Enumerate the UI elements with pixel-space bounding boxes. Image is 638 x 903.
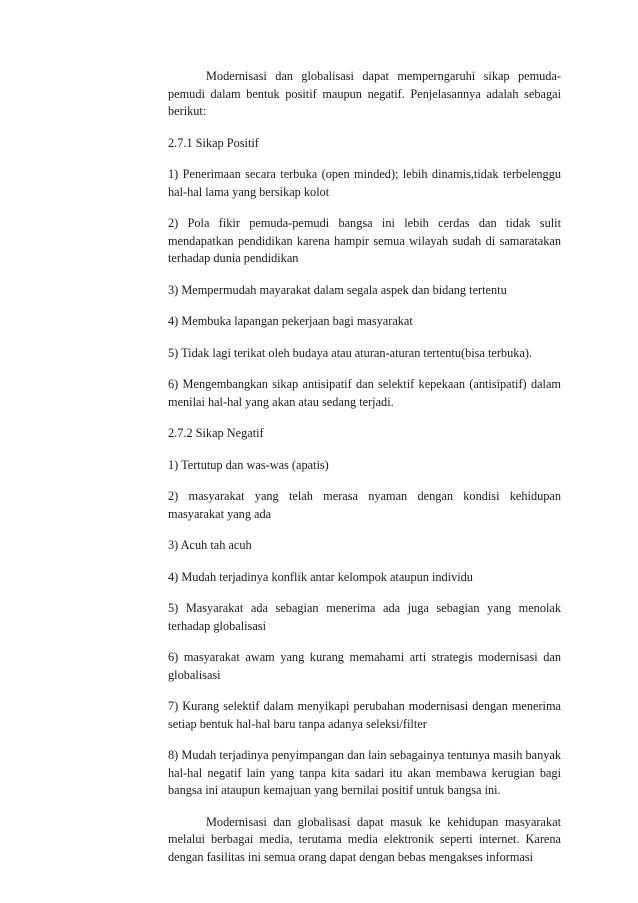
negative-item-7: 7) Kurang selektif dalam menyikapi perubahan modernisasi dengan menerima setiap bentuk hal-hal baru tanpa adanya seleksi/filter — [168, 699, 561, 731]
closing-paragraph: Modernisasi dan globalisasi dapat masuk ke kehidupan masyarakat melalui berbagai media, terutama media elektronik seperti internet. Karena dengan fasilitas ini semua orang dapat dengan bebas mengakses informasi — [168, 814, 561, 864]
negative-item-8: 8) Mudah terjadinya penyimpangan dan lain sebagainya tentunya masih banyak hal-hal negatif lain yang tanpa kita sadari itu akan membawa kerugian bagi bangsa ini ataupun kemajuan yang bernilai positif untuk bangsa ini. — [168, 748, 561, 797]
intro-paragraph: Modernisasi dan globalisasi dapat memperngaruhi sikap pemuda-pemudi dalam bentuk positif maupun negatif. Penjelasannya adalah sebagai berikut: — [168, 69, 561, 118]
positive-item-1: 1) Penerimaan secara terbuka (open minded); lebih dinamis,tidak terbelenggu hal-hal lama yang bersikap kolot — [168, 167, 561, 199]
negative-item-6: 6) masyarakat awam yang kurang memahami arti strategis modernisasi dan globalisasi — [168, 650, 561, 682]
positive-item-3: 3) Mempermudah mayarakat dalam segala aspek dan bidang tertentu — [168, 282, 507, 297]
positive-item-6: 6) Mengembangkan sikap antisipatif dan selektif kepekaan (antisipatif) dalam menilai hal-hal yang akan atau sedang terjadi. — [168, 377, 561, 409]
negative-item-5: 5) Masyarakat ada sebagian menerima ada juga sebagian yang menolak terhadap globalisasi — [168, 601, 561, 633]
positive-item-4: 4) Membuka lapangan pekerjaan bagi masyarakat — [168, 314, 413, 328]
negative-item-4: 4) Mudah terjadinya konflik antar kelompok ataupun individu — [168, 569, 473, 584]
negative-heading: 2.7.2 Sikap Negatif — [168, 426, 264, 440]
document-page — [168, 68, 561, 866]
positive-heading: 2.7.1 Sikap Positif — [168, 135, 259, 150]
positive-item-5: 5) Tidak lagi terikat oleh budaya atau aturan-aturan tertentu(bisa terbuka). — [168, 345, 532, 360]
negative-item-3: 3) Acuh tah acuh — [168, 538, 252, 552]
negative-item-1: 1) Tertutup dan was-was (apatis) — [168, 457, 329, 472]
positive-item-2: 2) Pola fikir pemuda-pemudi bangsa ini lebih cerdas dan tidak sulit mendapatkan pendidikan karena hampir semua wilayah sudah di samaratakan terhadap dunia pendidikan — [168, 216, 561, 265]
negative-item-2: 2) masyarakat yang telah merasa nyaman dengan kondisi kehidupan masyarakat yang ada — [168, 489, 561, 521]
